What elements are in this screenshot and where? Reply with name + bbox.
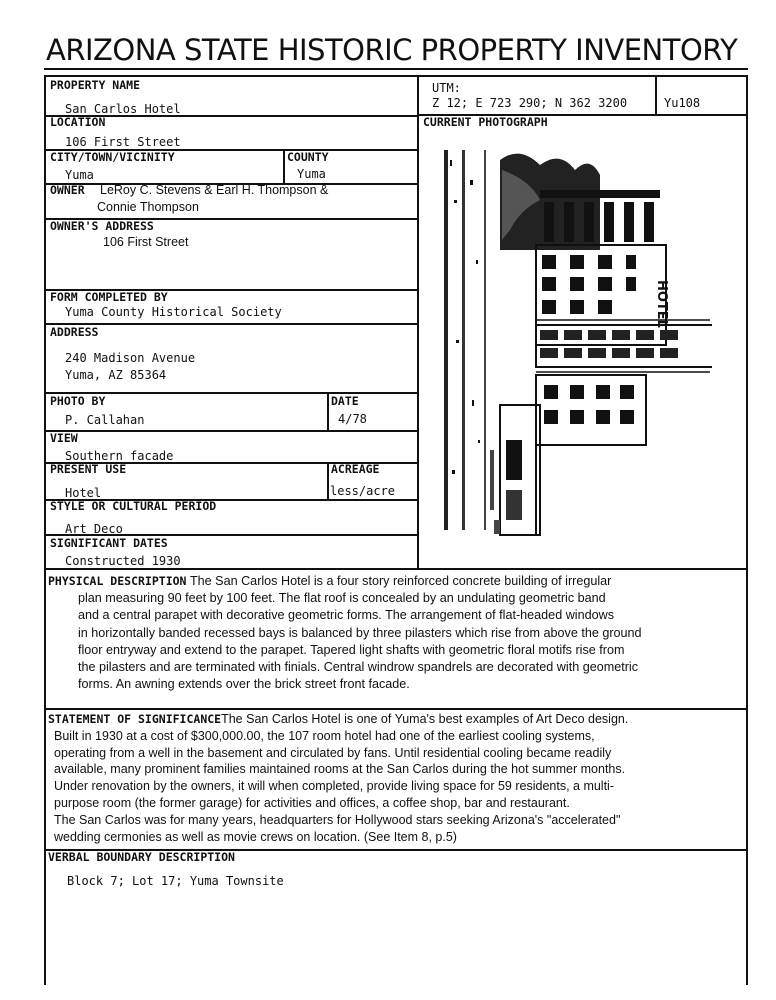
significance-line-3: operating from a well in the basement and circulated by fans. Until residential cooling became readily [54,745,612,760]
owner-label: OWNER [50,183,85,197]
address-line1: 240 Madison Avenue [65,351,196,365]
acreage-label: ACREAGE [331,462,380,476]
style-label: STYLE OR CULTURAL PERIOD [50,499,217,513]
rule [44,323,419,325]
owner-line2: Connie Thompson [97,200,199,214]
significance-line-2: Built in 1930 at a cost of $300,000.00, the 107 room hotel had one of the earliest cooling systems, [54,728,595,743]
physical-description [48,573,748,693]
style-value: Art Deco [65,522,123,536]
significance-line-8: wedding cermonies as well as movie crews on location. (See Item 8, p.5) [54,829,457,844]
owner-line1: LeRoy C. Stevens & Earl H. Thompson & [100,183,329,197]
physical-line-5: floor entryway and extend to the parapet. Tapered light shafts with geometric floral motifs rise from [78,642,625,657]
property-name-value: San Carlos Hotel [65,102,181,116]
form-id: Yu108 [664,96,701,110]
significance-line-7: The San Carlos was for many years, headquarters for Hollywood stars seeking Arizona's "accelerated" [54,812,621,827]
physical-line-3: and a central parapet with decorative geometric forms. The arrangement of flat-headed windows [78,608,614,623]
utm-value: Z 12; E 723 290; N 362 3200 [432,96,628,110]
county-divider [283,149,285,184]
hotel-photo-image [440,140,712,540]
significance-line-4: available, many prominent families maintained rooms at the San Carlos during the hot summer months. [54,762,626,777]
address-line2: Yuma, AZ 85364 [65,368,167,382]
acreage-divider [327,462,329,500]
county-label: COUNTY [287,150,329,164]
owner-address-label: OWNER'S ADDRESS [50,219,154,233]
title-underline [44,68,748,70]
utm-label: UTM: [432,81,461,95]
physical-line-2: plan measuring 90 feet by 100 feet. The flat roof is concealed by an undulating geometric band [78,591,606,606]
view-label: VIEW [50,431,78,445]
property-name-label: PROPERTY NAME [50,78,141,92]
date-label: DATE [331,394,359,408]
verbal-boundary-value: Block 7; Lot 17; Yuma Townsite [67,874,284,888]
present-use-label: PRESENT USE [50,462,127,476]
hotel-sign: HOTEL [654,280,669,328]
photo-by-label: PHOTO BY [50,394,106,408]
owner-address-value: 106 First Street [103,235,189,249]
significance-line-6: purpose room (the former garage) for activities and offices, a coffee shop, bar and restaurant. [54,795,570,810]
present-use-value: Hotel [65,486,102,500]
photo-by-value: P. Callahan [65,413,145,427]
date-divider [327,392,329,430]
significance-line-5: Under renovation by the owners, it will when completed, provide living space for 59 residents, a multi- [54,779,614,794]
physical-description-label: PHYSICAL DESCRIPTION [48,574,187,588]
form-title: ARIZONA STATE HISTORIC PROPERTY INVENTORY [46,33,738,67]
statement-of-significance [48,711,748,845]
city-label: CITY/TOWN/VICINITY [50,150,175,164]
physical-line-6: the pilasters and are terminated with finials. Central windrow spandrels are decorated with geometric [78,660,638,675]
address-label: ADDRESS [50,325,99,339]
verbal-boundary-label: VERBAL BOUNDARY DESCRIPTION [48,850,235,864]
completed-by-label: FORM COMPLETED BY [50,290,168,304]
frame-top [44,75,748,77]
county-value: Yuma [297,167,326,181]
current-photograph-label: CURRENT PHOTOGRAPH [423,115,548,129]
acreage-value: less/acre [330,484,396,498]
rule [44,708,748,710]
completed-by-value: Yuma County Historical Society [65,305,282,319]
significant-dates-label: SIGNIFICANT DATES [50,536,168,550]
city-value: Yuma [65,168,94,182]
physical-line-1: The San Carlos Hotel is a four story reinforced concrete building of irregular [189,574,612,588]
building-photograph [440,140,712,540]
location-label: LOCATION [50,115,106,129]
view-value: Southern facade [65,449,174,463]
location-value: 106 First Street [65,135,181,149]
significance-line-1: The San Carlos Hotel is one of Yuma's best examples of Art Deco design. [221,712,629,726]
date-value: 4/78 [338,412,367,426]
significant-dates-value: Constructed 1930 [65,554,181,568]
physical-line-4: in horizontally banded recessed bays is balanced by three pilasters which rise from above the ground [78,625,642,640]
utm-id-divider [655,75,657,115]
significance-label: STATEMENT OF SIGNIFICANCE [48,712,222,726]
rule [44,568,748,570]
physical-line-7: forms. An awning extends over the brick street front facade. [78,677,410,692]
rule [44,430,419,432]
